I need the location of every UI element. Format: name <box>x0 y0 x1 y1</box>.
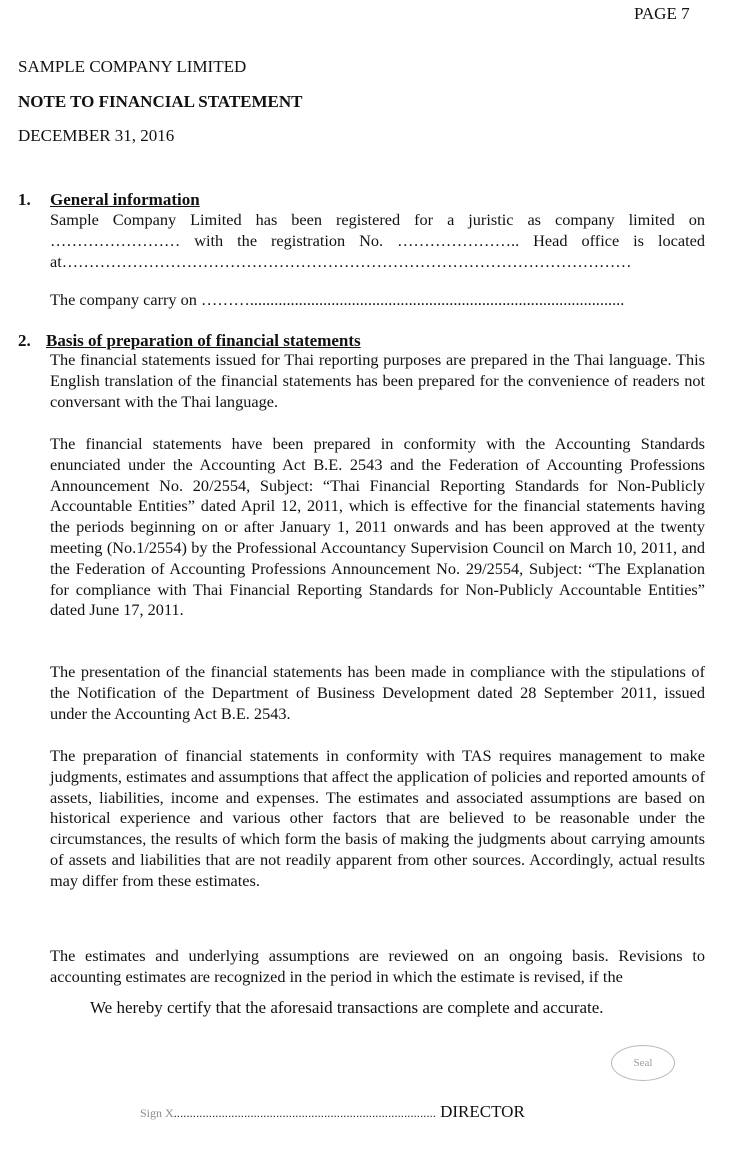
section-2-paragraph-presentation: The presentation of the financial statements has been made in compliance with the stipulations of the Notification of the Department of Business Development dated 28 September 2011, issued under the Accounting Act B.E. 2543. <box>50 662 705 723</box>
document-title: NOTE TO FINANCIAL STATEMENT <box>18 92 303 111</box>
signature-dots: .................................................................................. <box>173 1106 437 1120</box>
section-2-paragraph-estimates: The preparation of financial statements in conformity with TAS requires management to make judgments, estimates and assumptions that affect the application of policies and reported amounts of assets, liabilities, income and expenses. The estimates and associated assumptions are based on historical experience and various other factors that are believed to be reasonable under the circumstances, the results of which form the basis of making the judgments about carrying amounts of assets and liabilities that are not readily apparent from other sources. Accordingly, actual results may differ from these estimates. <box>50 746 705 890</box>
signatory-role: DIRECTOR <box>440 1102 525 1121</box>
section-2-paragraph-language: The financial statements issued for Thai reporting purposes are prepared in the Thai language. This English translation of the financial statements has been prepared for the convenience of readers not conversant with the Thai language. <box>50 350 705 411</box>
section-2-paragraph-standards: The financial statements have been prepared in conformity with the Accounting Standards enunciated under the Accounting Act B.E. 2543 and the Federation of Accounting Professions Announcement No. 20/2554, Subject: “Thai Financial Reporting Standards for Non-Publicly Accountable Entities” dated April 12, 2011, which is effective for the financial statements having the periods beginning on or after January 1, 2011 onwards and has been approved at the twenty meeting (No.1/2554) by the Professional Accountancy Supervision Council on March 10, 2011, and the Federation of Accounting Professions Announcement No. 29/2554, Subject: “The Explanation for compliance with Thai Financial Reporting Standards for Non-Publicly Accountable Entities” dated June 17, 2011. <box>50 434 705 620</box>
section-1-paragraph-business: The company carry on ………............................................................................................ <box>50 290 625 309</box>
section-1-paragraph-registration: Sample Company Limited has been registered for a juristic as company limited on …………………… with the registration No. ………………….. Head office is located at…………………………………………………………………………………………… <box>50 210 705 271</box>
company-name: SAMPLE COMPANY LIMITED <box>18 57 247 76</box>
section-1-title: General information <box>50 190 200 209</box>
section-2-number: 2. <box>18 331 31 350</box>
section-1-number: 1. <box>18 190 31 209</box>
section-2-paragraph-revisions: The estimates and underlying assumptions are reviewed on an ongoing basis. Revisions to accounting estimates are recognized in the period in which the estimate is revised, if the <box>50 946 705 986</box>
statement-date: DECEMBER 31, 2016 <box>18 126 175 145</box>
seal-label: Seal <box>633 1057 653 1069</box>
section-2-title: Basis of preparation of financial statements <box>46 331 361 350</box>
seal-stamp <box>611 1045 675 1081</box>
sign-label: Sign X <box>140 1106 174 1120</box>
signature-line <box>140 1102 525 1122</box>
certification-statement: We hereby certify that the aforesaid transactions are complete and accurate. <box>90 998 604 1017</box>
page-number: PAGE 7 <box>634 4 690 23</box>
